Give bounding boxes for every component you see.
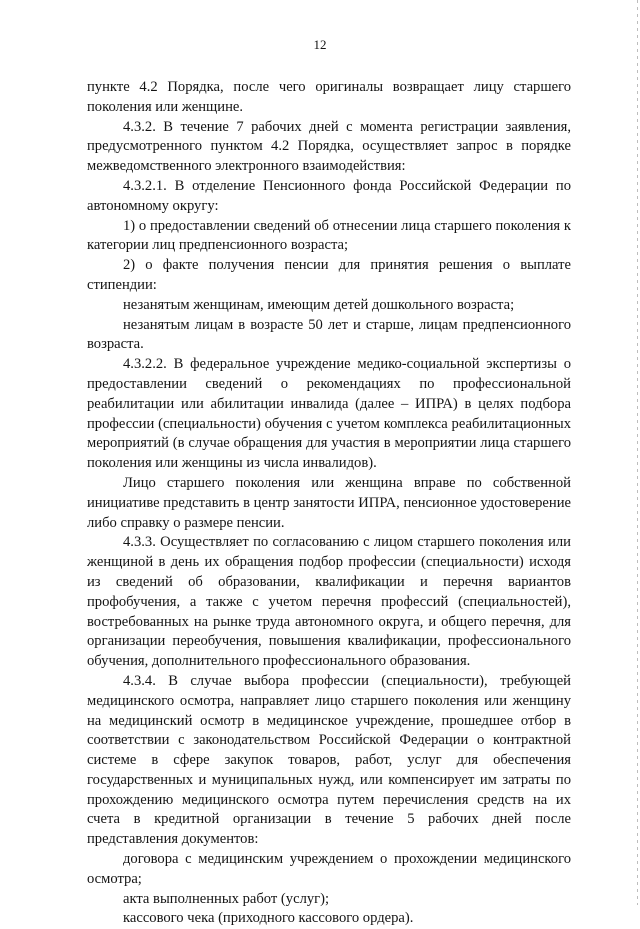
document-list-item-contract: договора с медицинским учреждением о прохождении медицинского осмотра; — [87, 851, 571, 887]
page-number: 12 — [313, 37, 327, 52]
list-item-1: 1) о предоставлении сведений об отнесении лица старшего поколения к категории лиц предпенсионного возраста; — [87, 217, 571, 254]
paragraph-4-3-4: 4.3.4. В случае выбора профессии (специальности), требующей медицинского осмотра, направляет лицо старшего поколения или женщину на медицинский осмотр в медицинское учреждение, прошедшее отбор в соответствии с законодательством Российской Федерации о контрактной системе в сфере закупок товаров, работ, услуг для обеспечения государственных и муниципальных нужд, или компенсирует им затраты по прохождению медицинского осмотра путем перечисления средств на их счета в кредитной организации в течение 5 рабочих дней после представления документов: — [87, 672, 571, 848]
paragraph-continuation: пункте 4.2 Порядка, после чего оригиналы возвращает лицу старшего поколения или женщине. — [87, 79, 571, 115]
list-item-2: 2) о факте получения пенсии для принятия решения о выплате стипендии: — [87, 257, 571, 293]
paragraph-4-3-2-2: 4.3.2.2. В федеральное учреждение медико-социальной экспертизы о предоставлении сведений о рекомендациях по профессиональной реабилитации или абилитации инвалида (далее – ИПРА) в целях подбора профессии (специальности) обучения с учетом комплекса реабилитационных мероприятий (в случае обращения для участия в мероприятии лица старшего поколения или женщины из числа инвалидов). — [87, 356, 571, 472]
document-list-item-receipt: кассового чека (приходного кассового ордера). — [123, 910, 414, 927]
list-subitem-women: незанятым женщинам, имеющим детей дошкольного возраста; — [123, 296, 515, 313]
document-list-item-act: акта выполненных работ (услуг); — [123, 890, 330, 907]
paragraph-initiative: Лицо старшего поколения или женщина вправе по собственной инициативе представить в центр занятости ИПРА, пенсионное удостоверение либо справку о размере пенсии. — [87, 474, 571, 531]
paragraph-4-3-3: 4.3.3. Осуществляет по согласованию с лицом старшего поколения или женщиной в день их обращения подбор профессии (специальности) исходя из сведений об образовании, квалификации и перечня вариантов профобучения, а также с учетом перечня профессий (специальностей), востребованных на рынке труда автономного округа, и общего перечня, для организации переобучения, повышения квалификации, профессионального обучения, дополнительного профессионального образования. — [87, 534, 571, 670]
scan-edge — [637, 0, 638, 905]
paragraph-4-3-2-1: 4.3.2.1. В отделение Пенсионного фонда Российской Федерации по автономному округу: — [87, 177, 571, 214]
document-body — [87, 78, 571, 929]
list-subitem-age: незанятым лицам в возрасте 50 лет и старше, лицам предпенсионного возраста. — [87, 316, 571, 353]
paragraph-4-3-2: 4.3.2. В течение 7 рабочих дней с момента регистрации заявления, предусмотренного пунктом 4.2 Порядка, осуществляет запрос в порядке межведомственного электронного взаимодействия: — [87, 118, 571, 175]
